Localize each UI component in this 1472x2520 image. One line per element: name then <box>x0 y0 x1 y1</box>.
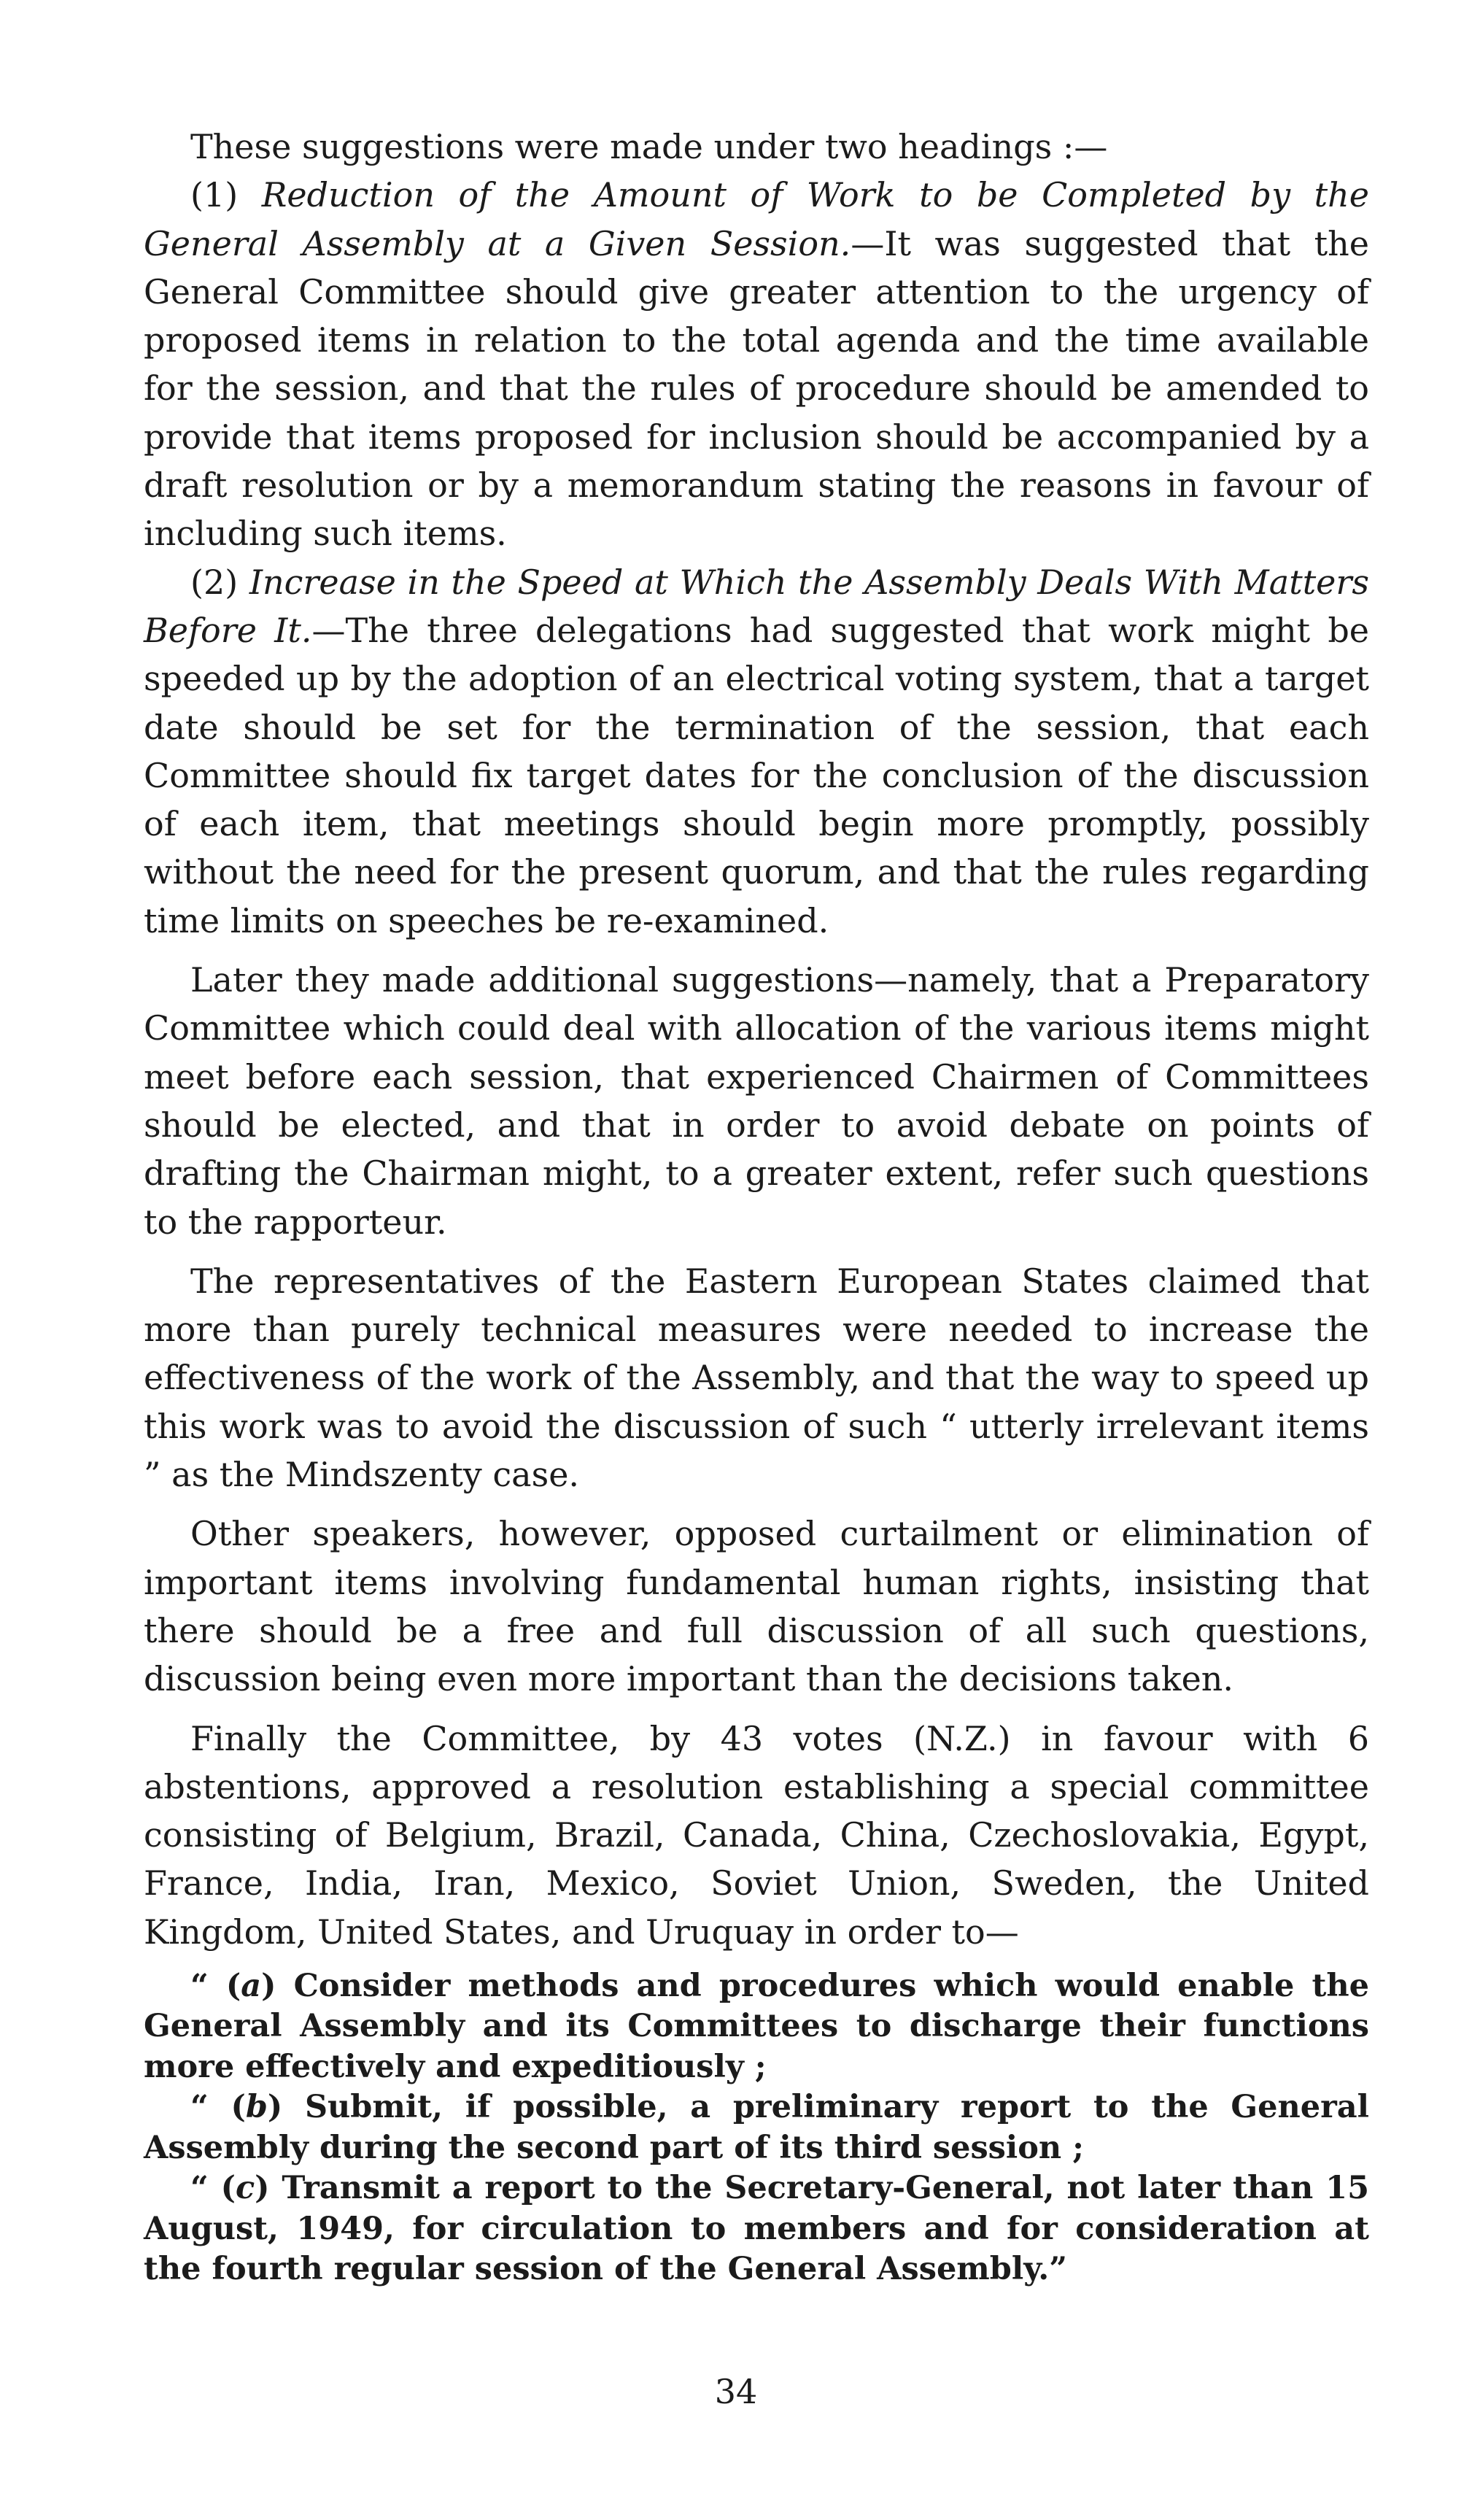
later-suggestions-paragraph: Later they made additional suggestions—namely, that a Preparatory Committee which could deal with allocation of the various items might meet before each session, that experienced Chairmen of Committees should be elected, and that in order to avoid debate on points of drafting the Chairman might, to a greater extent, refer such questions to the rapporteur. <box>144 960 1369 1242</box>
suggestion-1-paragraph <box>144 171 1369 557</box>
other-speakers-paragraph: Other speakers, however, opposed curtailment or elimination of important items involving fundamental human rights, insisting that there should be a free and full discussion of all such questions, discussion being even more important than the decisions taken. <box>144 1514 1369 1699</box>
document-page <box>144 123 1369 2290</box>
quote-letter: c <box>235 2170 255 2207</box>
quote-text: ) Transmit a report to the Secretary-General, not later than 15 August, 1949, for circulation to members and for consideration at the fourth regular session of the General Assembly.” <box>144 2170 1369 2288</box>
page-number: 34 <box>714 2372 758 2411</box>
suggestion-2-label: (2) <box>190 562 249 602</box>
quote-text: ) Submit, if possible, a preliminary report to the General Assembly during the second part of its third session ; <box>144 2089 1369 2166</box>
quote-item-a <box>144 1966 1369 2088</box>
quote-open-mark: “ ( <box>190 1967 241 2004</box>
quote-open-mark: “ ( <box>190 2170 236 2207</box>
suggestion-1-text: —It was suggested that the General Committee should give greater attention to the urgency of proposed items in relation to the total agenda and the time available for the session, and that the rules of procedure should be amended to provide that items proposed for inclusion should be accompanied by a draft resolution or by a memorandum stating the reasons in favour of including such items. <box>144 223 1369 554</box>
suggestion-2-text: —The three delegations had suggested that work might be speeded up by the adoption of an electrical voting system, that a target date should be set for the termination of the session, that each Committee should fix target dates for the conclusion of the discussion of each item, that meetings should begin more promptly, possibly without the need for the present quorum, and that the rules regarding time limits on speeches be re-examined. <box>144 610 1370 940</box>
quote-letter: a <box>241 1967 262 2004</box>
quote-item-c <box>144 2168 1369 2290</box>
suggestion-1-heading: Reduction of the Amount of Work to be Completed by the General Assembly at a Given Session. <box>144 175 1370 263</box>
intro-paragraph: These suggestions were made under two headings :— <box>190 127 1108 166</box>
quote-text: ) Consider methods and procedures which would enable the General Assembly and its Committees to discharge their functions more effectively and expeditiously ; <box>144 1967 1369 2085</box>
resolution-quote-block <box>144 1966 1369 2290</box>
quote-item-b <box>144 2087 1369 2168</box>
suggestion-1-label: (1) <box>190 175 262 215</box>
resolution-paragraph: Finally the Committee, by 43 votes (N.Z.) in favour with 6 abstentions, approved a resolution establishing a special committee consisting of Belgium, Brazil, Canada, China, Czechoslovakia, Egypt, France, India, Iran, Mexico, Soviet Union, Sweden, the United Kingdom, United States, and Uruquay in order to— <box>144 1718 1369 1952</box>
suggestion-2-paragraph <box>144 558 1369 945</box>
quote-letter: b <box>245 2089 268 2126</box>
suggestion-2-heading: Increase in the Speed at Which the Assembly Deals With Matters Before It. <box>144 562 1369 650</box>
quote-open-mark: “ ( <box>190 2089 246 2126</box>
eastern-european-paragraph: The representatives of the Eastern European States claimed that more than purely technical measures were needed to increase the effectiveness of the work of the Assembly, and that the way to speed up this work was to avoid the discussion of such “ utterly irrelevant items ” as the Mindszenty case. <box>144 1261 1369 1495</box>
